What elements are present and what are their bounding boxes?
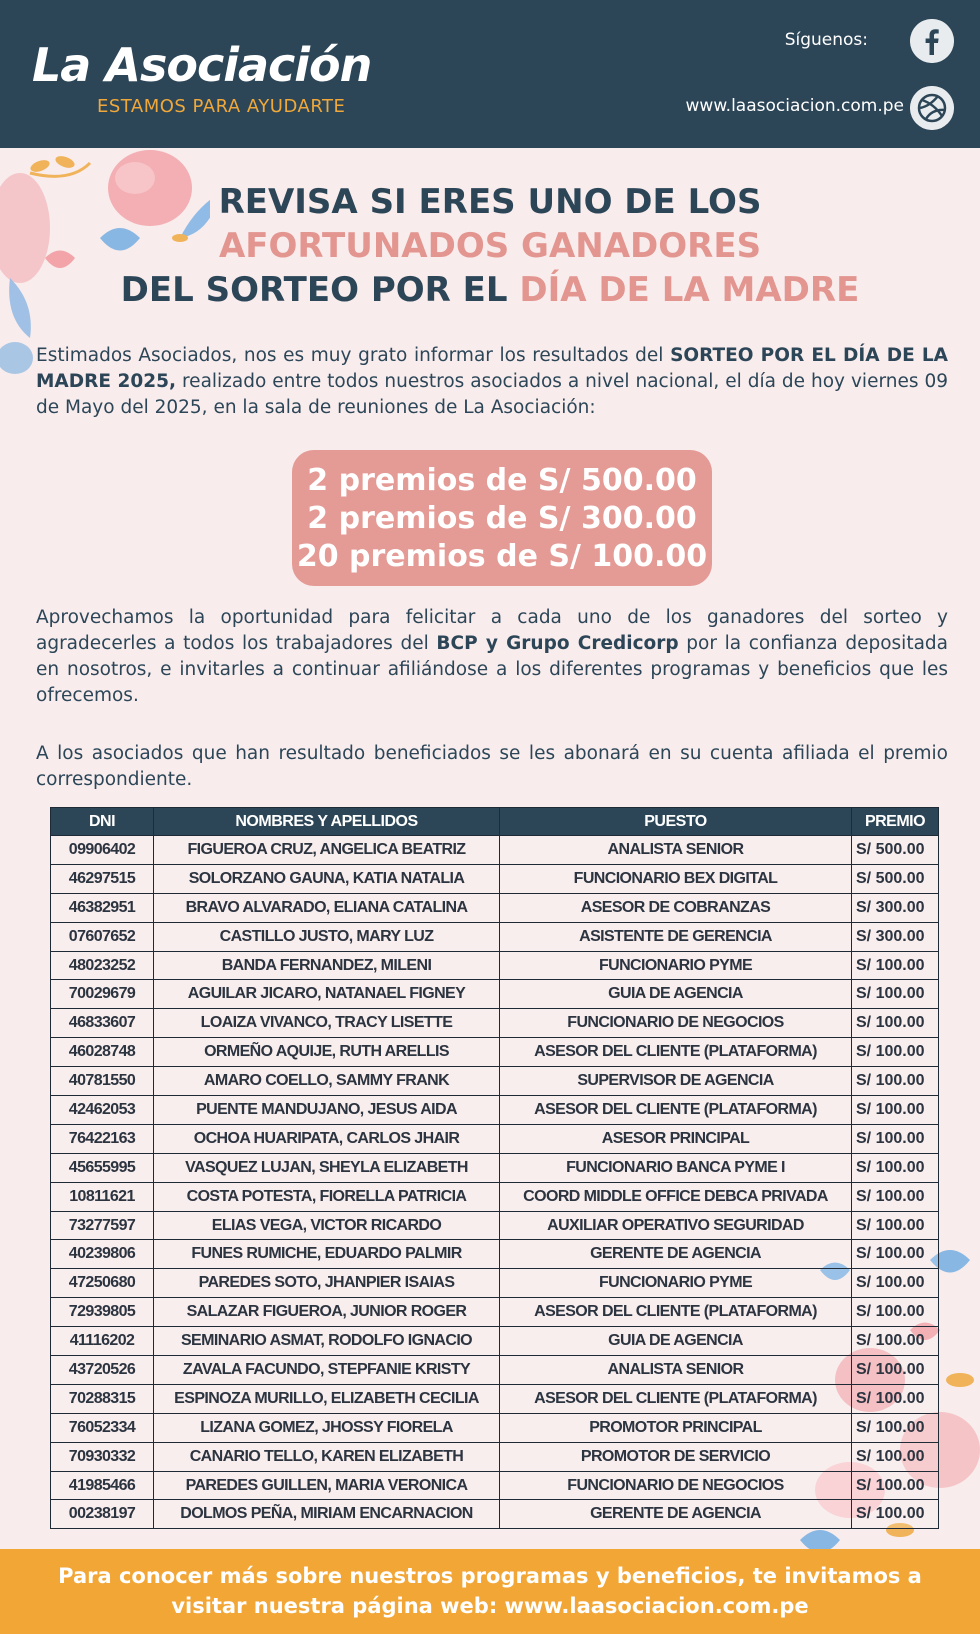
cell-premio: S/ 100.00 [852, 1500, 939, 1529]
header-nombres: NOMBRES Y APELLIDOS [154, 808, 500, 836]
cell-nombre: PAREDES SOTO, JHANPIER ISAIAS [154, 1269, 500, 1298]
thanks-text-1: Aprovechamos la oportunidad para felicitar a cada uno de los ganadores del sorteo y agradecerles a todos los trabajadores del [36, 607, 948, 654]
cell-nombre: ESPINOZA MURILLO, ELIZABETH CECILIA [154, 1384, 500, 1413]
table-body [51, 836, 939, 1529]
cell-nombre: SALAZAR FIGUEROA, JUNIOR ROGER [154, 1298, 500, 1327]
cell-puesto: FUNCIONARIO BANCA PYME I [500, 1153, 852, 1182]
cell-puesto: FUNCIONARIO DE NEGOCIOS [500, 1009, 852, 1038]
table-row [51, 951, 939, 980]
cell-nombre: DOLMOS PEÑA, MIRIAM ENCARNACION [154, 1500, 500, 1529]
cell-dni: 46297515 [51, 864, 154, 893]
prize-line: 2 premios de S/ 300.00 [307, 501, 697, 536]
title-line-3-dark: DEL SORTEO POR EL [120, 270, 508, 310]
header-dni: DNI [51, 808, 154, 836]
cell-puesto: ASESOR DE COBRANZAS [500, 893, 852, 922]
cell-premio: S/ 100.00 [852, 1327, 939, 1356]
cell-dni: 41985466 [51, 1471, 154, 1500]
cell-dni: 40781550 [51, 1067, 154, 1096]
cell-nombre: ORMEÑO AQUIJE, RUTH ARELLIS [154, 1038, 500, 1067]
winners-table-wrapper [50, 807, 938, 1529]
thanks-paragraph [36, 605, 948, 709]
cell-puesto: ASESOR DEL CLIENTE (PLATAFORMA) [500, 1038, 852, 1067]
cell-puesto: GERENTE DE AGENCIA [500, 1500, 852, 1529]
cell-dni: 46382951 [51, 893, 154, 922]
cell-dni: 70930332 [51, 1442, 154, 1471]
cell-puesto: PROMOTOR DE SERVICIO [500, 1442, 852, 1471]
prize-line: 2 premios de S/ 500.00 [307, 463, 697, 498]
table-row [51, 1298, 939, 1327]
payment-note: A los asociados que han resultado beneficiados se les abonará en su cuenta afiliada el premio correspondiente. [36, 743, 948, 790]
cell-nombre: AMARO COELLO, SAMMY FRANK [154, 1067, 500, 1096]
cell-premio: S/ 100.00 [852, 1038, 939, 1067]
cell-puesto: AUXILIAR OPERATIVO SEGURIDAD [500, 1211, 852, 1240]
cell-dni: 76422163 [51, 1124, 154, 1153]
table-row [51, 1153, 939, 1182]
cell-dni: 07607652 [51, 922, 154, 951]
table-row [51, 1442, 939, 1471]
cell-dni: 70029679 [51, 980, 154, 1009]
cell-nombre: PUENTE MANDUJANO, JESUS AIDA [154, 1096, 500, 1125]
cell-nombre: AGUILAR JICARO, NATANAEL FIGNEY [154, 980, 500, 1009]
table-row [51, 1124, 939, 1153]
table-row [51, 1067, 939, 1096]
cell-puesto: ANALISTA SENIOR [500, 1356, 852, 1385]
cell-dni: 76052334 [51, 1413, 154, 1442]
cell-premio: S/ 100.00 [852, 1413, 939, 1442]
cell-nombre: SOLORZANO GAUNA, KATIA NATALIA [154, 864, 500, 893]
table-row [51, 1384, 939, 1413]
intro-text-1: Estimados Asociados, nos es muy grato informar los resultados del [36, 345, 671, 366]
table-row [51, 864, 939, 893]
title-line-2: AFORTUNADOS GANADORES [218, 226, 762, 266]
cell-premio: S/ 500.00 [852, 864, 939, 893]
cell-premio: S/ 100.00 [852, 1298, 939, 1327]
header-premio: PREMIO [852, 808, 939, 836]
cell-puesto: PROMOTOR PRINCIPAL [500, 1413, 852, 1442]
title-line-3 [0, 268, 980, 312]
footer-line-1: Para conocer más sobre nuestros programas y beneficios, te invitamos a [58, 1564, 922, 1588]
cell-puesto: FUNCIONARIO PYME [500, 1269, 852, 1298]
table-row [51, 1182, 939, 1211]
intro-text-2: realizado entre todos nuestros asociados a nivel nacional, el día de hoy viernes 09 de Mayo del 2025, en la sala de reuniones de La Asociación: [36, 371, 948, 418]
cell-premio: S/ 100.00 [852, 1009, 939, 1038]
cell-puesto: SUPERVISOR DE AGENCIA [500, 1067, 852, 1096]
moon-icon [318, 28, 342, 52]
cell-puesto: ASISTENTE DE GERENCIA [500, 922, 852, 951]
cell-nombre: OCHOA HUARIPATA, CARLOS JHAIR [154, 1124, 500, 1153]
cell-premio: S/ 100.00 [852, 1096, 939, 1125]
header-puesto: PUESTO [500, 808, 852, 836]
cell-premio: S/ 100.00 [852, 1067, 939, 1096]
cell-dni: 46028748 [51, 1038, 154, 1067]
cell-dni: 45655995 [51, 1153, 154, 1182]
table-row [51, 1009, 939, 1038]
cell-puesto: COORD MIDDLE OFFICE DEBCA PRIVADA [500, 1182, 852, 1211]
table-row [51, 1500, 939, 1529]
table-row [51, 1240, 939, 1269]
cell-nombre: ELIAS VEGA, VICTOR RICARDO [154, 1211, 500, 1240]
cell-premio: S/ 100.00 [852, 1211, 939, 1240]
table-row [51, 1096, 939, 1125]
table-row [51, 893, 939, 922]
cell-dni: 41116202 [51, 1327, 154, 1356]
cell-nombre: FUNES RUMICHE, EDUARDO PALMIR [154, 1240, 500, 1269]
prizes-box [292, 450, 712, 586]
cell-premio: S/ 100.00 [852, 1269, 939, 1298]
cell-nombre: BANDA FERNANDEZ, MILENI [154, 951, 500, 980]
cell-premio: S/ 300.00 [852, 893, 939, 922]
logo-tagline: ESTAMOS PARA AYUDARTE [97, 96, 346, 117]
cell-premio: S/ 100.00 [852, 1153, 939, 1182]
cell-dni: 46833607 [51, 1009, 154, 1038]
intro-bold: SORTEO POR EL DÍA DE LA MADRE 2025, [36, 345, 948, 392]
cell-nombre: FIGUEROA CRUZ, ANGELICA BEATRIZ [154, 836, 500, 865]
cell-dni: 00238197 [51, 1500, 154, 1529]
follow-label: Síguenos: [784, 30, 868, 50]
cell-puesto: ASESOR PRINCIPAL [500, 1124, 852, 1153]
cell-premio: S/ 100.00 [852, 951, 939, 980]
footer-bar [0, 1549, 980, 1634]
cell-nombre: LOAIZA VIVANCO, TRACY LISETTE [154, 1009, 500, 1038]
cell-puesto: ASESOR DEL CLIENTE (PLATAFORMA) [500, 1096, 852, 1125]
cell-puesto: ANALISTA SENIOR [500, 836, 852, 865]
cell-puesto: FUNCIONARIO DE NEGOCIOS [500, 1471, 852, 1500]
logo-name: La Asociación [32, 38, 372, 92]
cell-dni: 42462053 [51, 1096, 154, 1125]
cell-premio: S/ 500.00 [852, 836, 939, 865]
cell-puesto: GUIA DE AGENCIA [500, 980, 852, 1009]
main-title [0, 180, 980, 312]
cell-premio: S/ 100.00 [852, 1442, 939, 1471]
table-row [51, 1356, 939, 1385]
cell-nombre: VASQUEZ LUJAN, SHEYLA ELIZABETH [154, 1153, 500, 1182]
cell-puesto: GUIA DE AGENCIA [500, 1327, 852, 1356]
cell-dni: 10811621 [51, 1182, 154, 1211]
cell-nombre: COSTA POTESTA, FIORELLA PATRICIA [154, 1182, 500, 1211]
cell-nombre: CASTILLO JUSTO, MARY LUZ [154, 922, 500, 951]
facebook-icon[interactable] [910, 19, 954, 63]
cell-premio: S/ 100.00 [852, 1471, 939, 1500]
cell-premio: S/ 100.00 [852, 980, 939, 1009]
cell-dni: 70288315 [51, 1384, 154, 1413]
table-row [51, 1211, 939, 1240]
cell-premio: S/ 100.00 [852, 1384, 939, 1413]
thanks-text-2: por la confianza depositada en nosotros, e invitarles a continuar afiliándose a los diferentes programas y beneficios que les ofrecemos. [36, 633, 948, 706]
table-row [51, 980, 939, 1009]
title-line-1: REVISA SI ERES UNO DE LOS [218, 182, 762, 222]
intro-paragraph [36, 343, 948, 421]
footer-line-2[interactable]: visitar nuestra página web: www.laasociacion.com.pe [171, 1594, 809, 1618]
prize-line: 20 premios de S/ 100.00 [296, 539, 708, 574]
cell-nombre: LIZANA GOMEZ, JHOSSY FIORELA [154, 1413, 500, 1442]
winners-table [50, 807, 939, 1529]
header-bar [0, 0, 980, 148]
cell-puesto: FUNCIONARIO PYME [500, 951, 852, 980]
cell-nombre: SEMINARIO ASMAT, RODOLFO IGNACIO [154, 1327, 500, 1356]
cell-dni: 73277597 [51, 1211, 154, 1240]
cell-premio: S/ 100.00 [852, 1240, 939, 1269]
cell-dni: 47250680 [51, 1269, 154, 1298]
cell-premio: S/ 100.00 [852, 1356, 939, 1385]
cell-nombre: BRAVO ALVARADO, ELIANA CATALINA [154, 893, 500, 922]
table-header-row [51, 808, 939, 836]
thanks-bold: BCP y Grupo Credicorp [436, 633, 679, 654]
cell-premio: S/ 100.00 [852, 1124, 939, 1153]
table-row [51, 1269, 939, 1298]
cell-nombre: PAREDES GUILLEN, MARIA VERONICA [154, 1471, 500, 1500]
cell-nombre: ZAVALA FACUNDO, STEPFANIE KRISTY [154, 1356, 500, 1385]
table-row [51, 1413, 939, 1442]
table-row [51, 836, 939, 865]
title-line-3-pink: DÍA DE LA MADRE [519, 270, 860, 310]
cell-premio: S/ 300.00 [852, 922, 939, 951]
cell-puesto: GERENTE DE AGENCIA [500, 1240, 852, 1269]
header-website-link[interactable]: www.laasociacion.com.pe [685, 96, 904, 116]
cell-dni: 72939805 [51, 1298, 154, 1327]
cell-dni: 09906402 [51, 836, 154, 865]
cell-puesto: ASESOR DEL CLIENTE (PLATAFORMA) [500, 1298, 852, 1327]
dribbble-icon[interactable] [910, 86, 954, 130]
table-row [51, 1038, 939, 1067]
cell-dni: 40239806 [51, 1240, 154, 1269]
cell-dni: 48023252 [51, 951, 154, 980]
table-row [51, 1471, 939, 1500]
cell-puesto: ASESOR DEL CLIENTE (PLATAFORMA) [500, 1384, 852, 1413]
cell-dni: 43720526 [51, 1356, 154, 1385]
cell-puesto: FUNCIONARIO BEX DIGITAL [500, 864, 852, 893]
table-row [51, 922, 939, 951]
cell-nombre: CANARIO TELLO, KAREN ELIZABETH [154, 1442, 500, 1471]
table-row [51, 1327, 939, 1356]
cell-premio: S/ 100.00 [852, 1182, 939, 1211]
